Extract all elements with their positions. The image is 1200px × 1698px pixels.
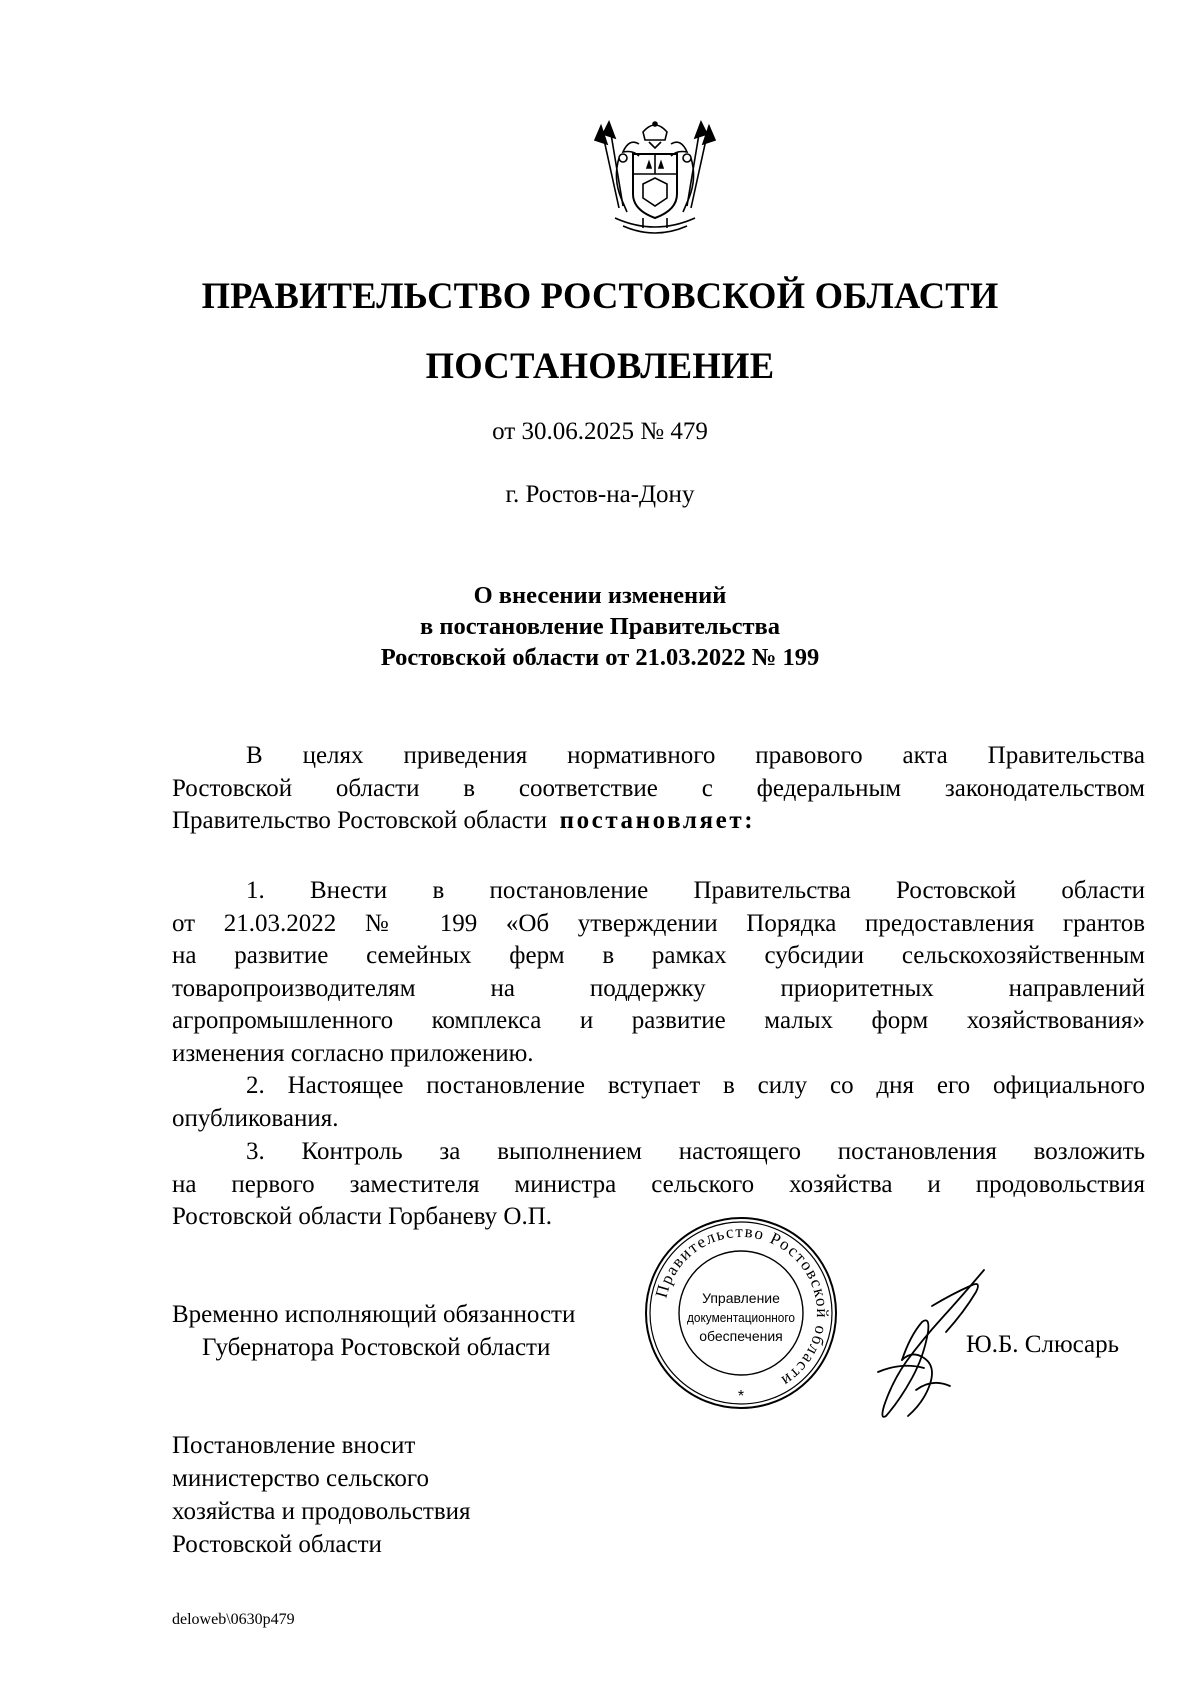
organization-title: ПРАВИТЕЛЬСТВО РОСТОВСКОЙ ОБЛАСТИ (201, 275, 999, 316)
introducer-line: Ростовской области (172, 1531, 382, 1558)
signer-name: Ю.Б. Слюсарь (966, 1331, 1120, 1358)
seal-ring-text: Правительство Ростовской области (651, 1221, 833, 1392)
subject-line: Ростовской области от 21.03.2022 № 199 (380, 644, 820, 671)
preamble-line: Ростовской области в соответствие с федеральным законодательством (172, 774, 1145, 802)
official-seal (643, 1215, 839, 1411)
introducer-block (172, 1429, 471, 1561)
subject-line: в постановление Правительства (420, 613, 780, 640)
position-line: Временно исполняющий обязанности (172, 1301, 576, 1328)
preamble-paragraph (172, 740, 1145, 838)
item-line: изменения согласно приложению. (172, 1039, 534, 1067)
item-line: на развитие семейных ферм в рамках субсидии сельскохозяйственным (172, 942, 1145, 969)
seal-center-line: обеспечения (699, 1328, 783, 1344)
introducer-line: Постановление вносит (172, 1432, 416, 1459)
coat-of-arms-emblem (593, 118, 717, 242)
document-city: г. Ростов-на-Дону (505, 481, 695, 508)
decree-word: постановляет: (559, 807, 756, 834)
subject-line: О внесении изменений (473, 582, 727, 609)
decree-item-2 (172, 1070, 1145, 1135)
document-file-code: deloweb\0630p479 (172, 1611, 295, 1628)
item-line: товаропроизводителям на поддержку приоритетных направлений (172, 974, 1145, 1002)
preamble-line: Правительство Ростовской области (172, 807, 548, 834)
item-line: Ростовской области Горбаневу О.П. (172, 1203, 553, 1230)
position-line: Губернатора Ростовской области (202, 1334, 551, 1361)
signatory-position (172, 1298, 575, 1364)
document-subject (0, 580, 1200, 673)
item-line: 3. Контроль за выполнением настоящего постановления возложить (246, 1138, 1145, 1165)
preamble-last-line (172, 805, 1145, 838)
seal-star: * (737, 1388, 745, 1405)
item-line: агропромышленного комплекса и развитие малых форм хозяйствования» (172, 1007, 1145, 1034)
item-line: на первого заместителя министра сельского хозяйства и продовольствия (172, 1170, 1145, 1198)
item-line: 2. Настоящее постановление вступает в силу со дня его официального (246, 1072, 1145, 1099)
document-type-title: ПОСТАНОВЛЕНИЕ (425, 345, 775, 386)
preamble-line: В целях приведения нормативного правового акта Правительства (246, 742, 1145, 769)
decree-item-1 (172, 875, 1145, 1070)
item-line: от 21.03.2022 № 199 «Об утверждении Порядка предоставления грантов (172, 909, 1145, 937)
item-line: 1. Внести в постановление Правительства Ростовской области (246, 877, 1145, 904)
seal-center-line: Управление (702, 1290, 780, 1306)
seal-center-line: документационного (687, 1310, 795, 1325)
item-line: опубликования. (172, 1104, 339, 1132)
document-date-number: от 30.06.2025 № 479 (492, 418, 708, 445)
introducer-line: хозяйства и продовольствия (172, 1498, 471, 1525)
introducer-line: министерство сельского (172, 1465, 429, 1492)
